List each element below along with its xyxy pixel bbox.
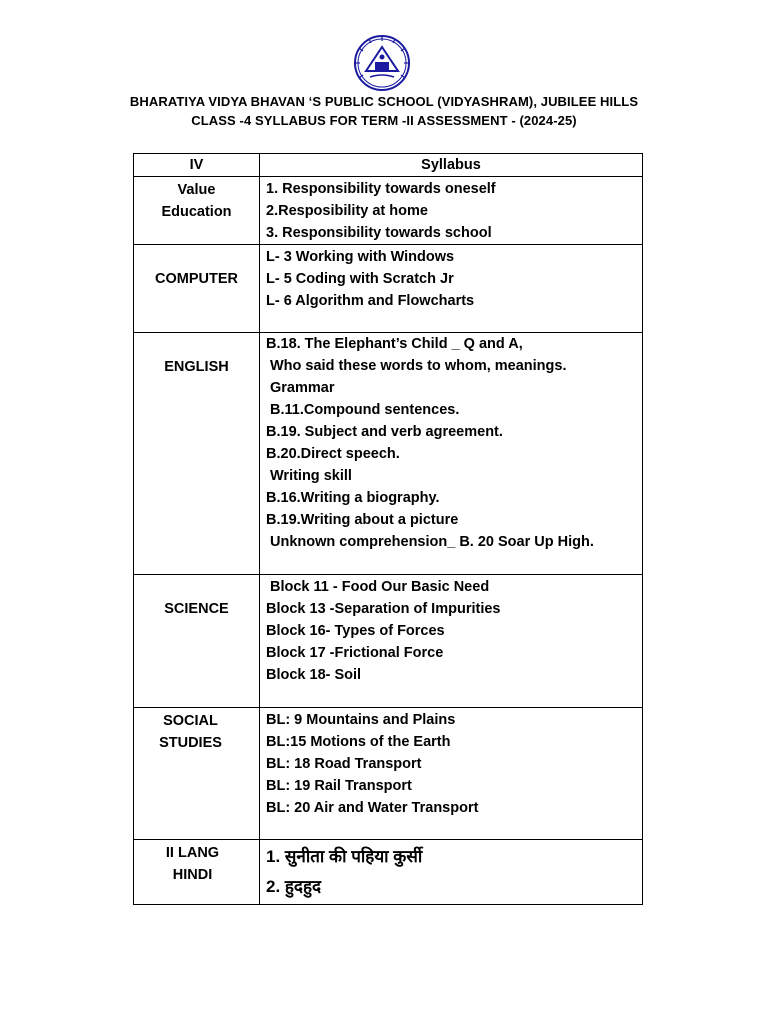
syllabus-cell — [260, 245, 643, 333]
syllabus-item: L- 6 Algorithm and Flowcharts — [266, 293, 475, 309]
table-row-english — [134, 333, 643, 575]
syllabus-item: Block 11 - Food Our Basic Need — [270, 579, 490, 595]
syllabus-item: Grammar — [270, 380, 335, 396]
subject-label: STUDIES — [159, 735, 222, 751]
syllabus-item: 1. सुनीता की पहिया कुर्सी — [266, 847, 423, 866]
syllabus-item: B.20.Direct speech. — [266, 446, 400, 462]
subject-cell — [134, 575, 260, 708]
syllabus-item: 2. हुदहुद — [266, 877, 322, 896]
syllabus-item: BL: 18 Road Transport — [266, 756, 422, 772]
syllabus-table — [133, 153, 643, 905]
subject-cell — [134, 333, 260, 575]
syllabus-item: 2.Resposibility at home — [266, 203, 428, 219]
table-row-hindi — [134, 840, 643, 905]
syllabus-item: Writing skill — [270, 468, 352, 484]
subject-label: Value — [177, 182, 216, 198]
syllabus-item: B.16.Writing a biography. — [266, 490, 440, 506]
subject-label: ENGLISH — [164, 359, 229, 375]
syllabus-item: L- 5 Coding with Scratch Jr — [266, 271, 454, 287]
syllabus-item: Block 17 -Frictional Force — [266, 645, 444, 661]
syllabus-item: Block 13 -Separation of Impurities — [266, 601, 501, 617]
syllabus-header: Syllabus — [260, 154, 643, 177]
syllabus-title: CLASS -4 SYLLABUS FOR TERM -II ASSESSMENT - (2024-25) — [191, 113, 577, 128]
table-row-science — [134, 575, 643, 708]
table-row-computer — [134, 245, 643, 333]
syllabus-cell — [260, 333, 643, 575]
syllabus-item: Block 18- Soil — [266, 667, 362, 683]
subject-cell — [134, 177, 260, 245]
syllabus-item: B.19.Writing about a picture — [266, 512, 459, 528]
syllabus-item: BL: 19 Rail Transport — [266, 778, 412, 794]
subject-label: II LANG — [165, 845, 220, 861]
syllabus-item: B.19. Subject and verb agreement. — [266, 424, 503, 440]
syllabus-cell — [260, 840, 643, 905]
subject-label: HINDI — [172, 867, 213, 883]
school-title: BHARATIYA VIDYA BHAVAN ‘S PUBLIC SCHOOL (VIDYASHRAM), JUBILEE HILLS — [129, 94, 639, 109]
subject-label: COMPUTER — [155, 270, 238, 287]
syllabus-cell — [260, 708, 643, 840]
class-header: IV — [134, 154, 260, 177]
subject-label: SOCIAL — [163, 713, 218, 729]
syllabus-item: 1. Responsibility towards oneself — [266, 181, 496, 197]
subject-label: Education — [161, 204, 232, 220]
syllabus-item: Block 16- Types of Forces — [266, 623, 445, 639]
syllabus-cell — [260, 575, 643, 708]
table-row-value-education — [134, 177, 643, 245]
syllabus-cell — [260, 177, 643, 245]
syllabus-item: BL: 20 Air and Water Transport — [266, 800, 479, 816]
subject-label: SCIENCE — [164, 601, 229, 617]
subject-cell — [134, 708, 260, 840]
syllabus-item: 3. Responsibility towards school — [266, 225, 492, 241]
syllabus-item: Who said these words to whom, meanings. — [270, 358, 567, 374]
school-emblem-icon — [350, 33, 414, 93]
table-header-row — [134, 154, 643, 177]
syllabus-item: B.18. The Elephant’s Child _ Q and A, — [266, 336, 523, 352]
syllabus-item: BL: 9 Mountains and Plains — [266, 712, 456, 728]
syllabus-item: B.11.Compound sentences. — [270, 402, 460, 418]
table-row-social-studies — [134, 708, 643, 840]
subject-cell — [134, 840, 260, 905]
syllabus-item: BL:15 Motions of the Earth — [266, 734, 451, 750]
syllabus-item: L- 3 Working with Windows — [266, 249, 455, 265]
syllabus-item: Unknown comprehension_ B. 20 Soar Up High. — [270, 534, 594, 550]
subject-cell — [134, 245, 260, 333]
